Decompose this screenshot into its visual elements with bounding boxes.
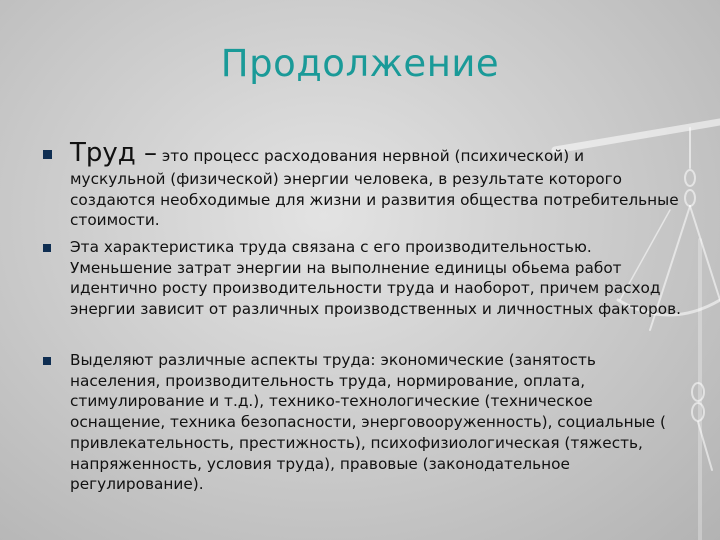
bullet-item-labor-definition xyxy=(70,137,690,231)
bullet-item-productivity xyxy=(70,237,690,320)
definition-heading-line xyxy=(70,137,690,169)
definition-text: мускульной (физической) энергии человека, в результате которого создаются необходимые для жизни и развития общества потребительные стоимости. xyxy=(70,170,679,230)
bullet-item-aspects xyxy=(70,350,690,495)
term-labor: Труд – xyxy=(70,138,158,168)
square-bullet-icon xyxy=(43,150,52,159)
square-bullet-icon xyxy=(43,357,51,365)
slide-title: Продолжение xyxy=(220,42,500,85)
bullet-text: Эта характеристика труда связана с его производительностью. Уменьшение затрат энергии на выполнение единицы обьема работ идентично росту производительности труда и наоборот, причем расход энергии зависит от различных производственных и личностных факторов. xyxy=(70,238,681,319)
definition-start: это процесс расходования нервной (психической) и xyxy=(161,147,585,165)
bullet-text: Выделяют различные аспекты труда: экономические (занятость населения, производительность труда, нормирование, оплата, стимулирование и т.д.), технико-технологические (техническое оснащение, техника безопасности, энерговооруженность), социальные ( привлекательность, престижность), психофизиологическая (тяжесть, напряженность, условия труда), правовые (законодательное регулирование). xyxy=(70,351,666,494)
square-bullet-icon xyxy=(43,244,51,252)
